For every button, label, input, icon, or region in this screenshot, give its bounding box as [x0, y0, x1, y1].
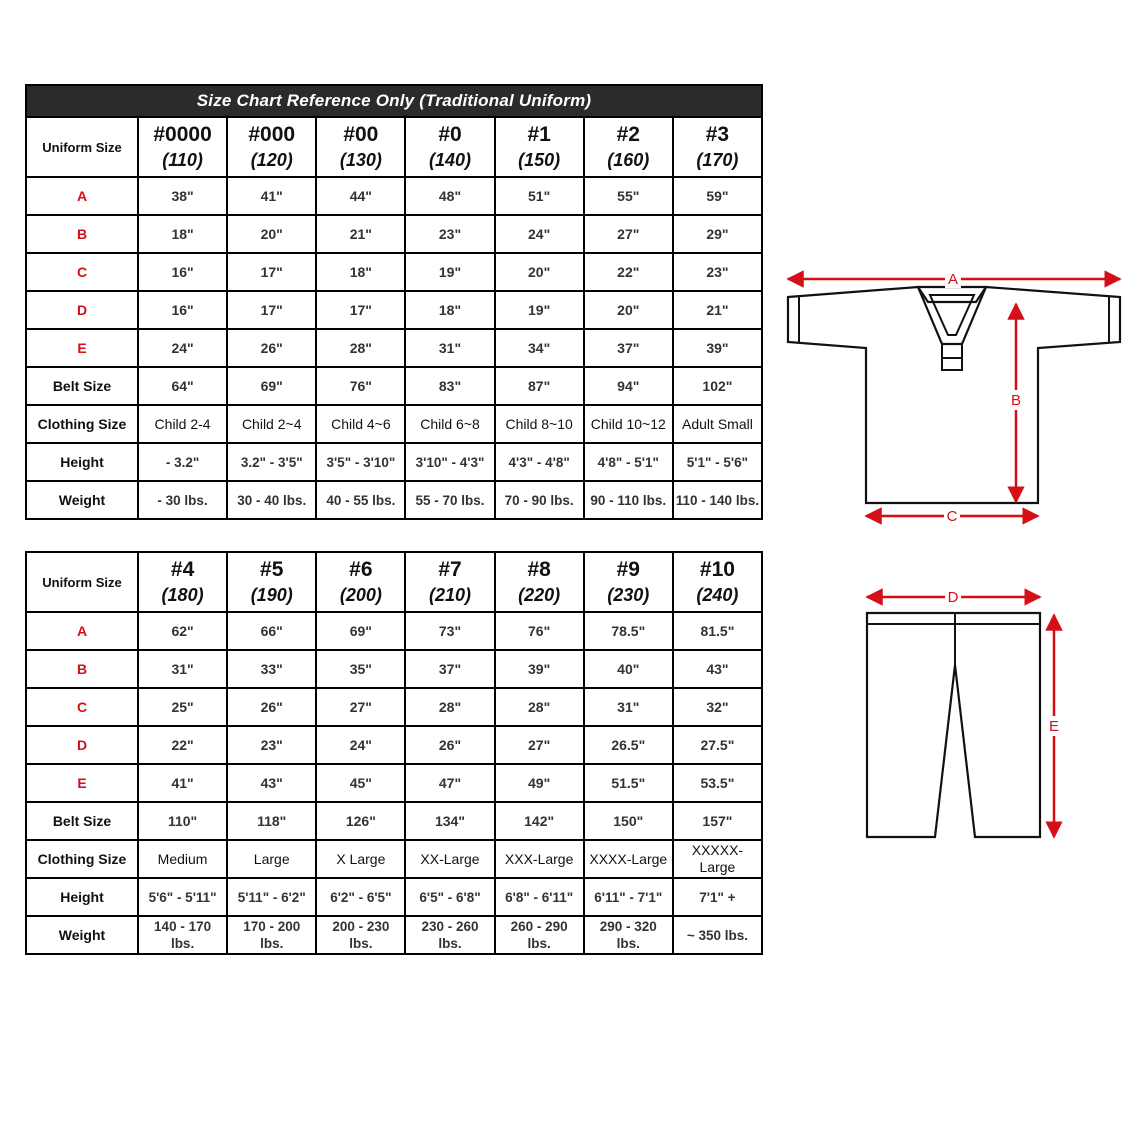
row-label-c: C: [26, 253, 138, 291]
cell-b: 21": [316, 215, 405, 253]
size-header: [405, 552, 494, 612]
cell-e: 37": [584, 329, 673, 367]
cell-belt: 118": [227, 802, 316, 840]
cell-belt: 157": [673, 802, 762, 840]
cell-b: 20": [227, 215, 316, 253]
cell-e: 51.5": [584, 764, 673, 802]
cell-height: 4'8" - 5'1": [584, 443, 673, 481]
cell-d: 26.5": [584, 726, 673, 764]
dimension-c-arrow: [866, 507, 1038, 525]
row-label-uniform-size: Uniform Size: [26, 552, 138, 612]
cell-clothing: XXX-Large: [495, 840, 584, 878]
cell-e: 26": [227, 329, 316, 367]
row-label-weight: Weight: [26, 481, 138, 519]
cell-e: 31": [405, 329, 494, 367]
dimension-b-arrow: [1008, 304, 1024, 502]
pants-outline: [867, 613, 1040, 837]
cell-belt: 110": [138, 802, 227, 840]
row-label-a: A: [26, 612, 138, 650]
cell-e: 45": [316, 764, 405, 802]
dimension-d-arrow: [867, 588, 1040, 606]
table-title: Size Chart Reference Only (Traditional Uniform): [26, 85, 762, 117]
cell-d: 18": [405, 291, 494, 329]
cell-c: 20": [495, 253, 584, 291]
cell-height: 5'1" - 5'6": [673, 443, 762, 481]
cell-height: 6'2" - 6'5": [316, 878, 405, 916]
size-header: [405, 117, 494, 177]
row-label-e: E: [26, 764, 138, 802]
size-cm: (200): [339, 585, 382, 605]
size-header: [227, 552, 316, 612]
row-label-b: B: [26, 215, 138, 253]
row-label-a: A: [26, 177, 138, 215]
cell-c: 23": [673, 253, 762, 291]
cell-height: 5'11" - 6'2": [227, 878, 316, 916]
row-clothing-size: [26, 840, 762, 878]
size-header: [316, 552, 405, 612]
size-number: #3: [705, 123, 730, 146]
cell-b: 37": [405, 650, 494, 688]
cell-c: 18": [316, 253, 405, 291]
size-chart-table-2: [25, 551, 763, 955]
size-cm: (130): [339, 150, 382, 170]
cell-d: 22": [138, 726, 227, 764]
jacket-diagram: [780, 262, 1125, 527]
cell-weight: 90 - 110 lbs.: [584, 481, 673, 519]
row-c: [26, 253, 762, 291]
cell-weight: ~ 350 lbs.: [673, 916, 762, 954]
cell-e: 41": [138, 764, 227, 802]
cell-c: 26": [227, 688, 316, 726]
size-cm: (150): [518, 150, 561, 170]
dimension-label-b: B: [1010, 392, 1022, 409]
cell-c: 28": [405, 688, 494, 726]
cell-b: 33": [227, 650, 316, 688]
cell-height: 4'3" - 4'8": [495, 443, 584, 481]
row-label-e: E: [26, 329, 138, 367]
size-number: #4: [170, 558, 195, 581]
dimension-label-a: A: [947, 271, 959, 288]
cell-belt: 150": [584, 802, 673, 840]
cell-e: 34": [495, 329, 584, 367]
size-header: [495, 117, 584, 177]
size-number: #6: [349, 558, 373, 581]
cell-height: 3.2" - 3'5": [227, 443, 316, 481]
size-header: [584, 552, 673, 612]
size-header: [673, 552, 762, 612]
cell-belt: 76": [316, 367, 405, 405]
cell-height: 3'5" - 3'10": [316, 443, 405, 481]
size-header: [495, 552, 584, 612]
dimension-a-arrow: [788, 270, 1120, 288]
row-label-d: D: [26, 726, 138, 764]
cell-e: 53.5": [673, 764, 762, 802]
size-cm: (230): [607, 585, 650, 605]
cell-clothing: XXXXX-Large: [673, 840, 762, 878]
cell-weight: 260 - 290 lbs.: [495, 916, 584, 954]
size-cm: (220): [518, 585, 561, 605]
cell-a: 69": [316, 612, 405, 650]
size-number: #7: [438, 558, 462, 581]
size-cm: (190): [250, 585, 293, 605]
cell-clothing: XXXX-Large: [584, 840, 673, 878]
row-e: [26, 329, 762, 367]
cell-e: 43": [227, 764, 316, 802]
row-a: [26, 177, 762, 215]
row-belt-size: [26, 802, 762, 840]
cell-e: 49": [495, 764, 584, 802]
cell-clothing: Large: [227, 840, 316, 878]
row-belt-size: [26, 367, 762, 405]
cell-weight: 140 - 170 lbs.: [138, 916, 227, 954]
row-height: [26, 443, 762, 481]
cell-weight: 200 - 230 lbs.: [316, 916, 405, 954]
cell-clothing: X Large: [316, 840, 405, 878]
cell-weight: 70 - 90 lbs.: [495, 481, 584, 519]
cell-b: 27": [584, 215, 673, 253]
cell-d: 26": [405, 726, 494, 764]
cell-c: 28": [495, 688, 584, 726]
cell-height: 6'8" - 6'11": [495, 878, 584, 916]
dimension-e-arrow: [1046, 615, 1062, 837]
row-weight: [26, 916, 762, 954]
size-number: #10: [699, 558, 735, 581]
cell-weight: 40 - 55 lbs.: [316, 481, 405, 519]
cell-c: 22": [584, 253, 673, 291]
cell-belt: 142": [495, 802, 584, 840]
row-weight: [26, 481, 762, 519]
cell-b: 31": [138, 650, 227, 688]
row-clothing-size: [26, 405, 762, 443]
cell-belt: 94": [584, 367, 673, 405]
row-label-weight: Weight: [26, 916, 138, 954]
cell-a: 55": [584, 177, 673, 215]
cell-a: 48": [405, 177, 494, 215]
cell-b: 43": [673, 650, 762, 688]
cell-b: 39": [495, 650, 584, 688]
size-header: [316, 117, 405, 177]
size-header: [138, 552, 227, 612]
cell-c: 16": [138, 253, 227, 291]
cell-height: 3'10" - 4'3": [405, 443, 494, 481]
cell-c: 19": [405, 253, 494, 291]
cell-weight: 30 - 40 lbs.: [227, 481, 316, 519]
row-d: [26, 726, 762, 764]
cell-b: 24": [495, 215, 584, 253]
size-number: #00: [343, 123, 379, 146]
cell-clothing: Child 8~10: [495, 405, 584, 443]
cell-b: 29": [673, 215, 762, 253]
row-label-clothing-size: Clothing Size: [26, 405, 138, 443]
cell-d: 27.5": [673, 726, 762, 764]
size-cm: (140): [428, 150, 471, 170]
cell-belt: 64": [138, 367, 227, 405]
row-c: [26, 688, 762, 726]
dimension-label-c: C: [946, 508, 958, 525]
cell-e: 24": [138, 329, 227, 367]
cell-clothing: Child 2~4: [227, 405, 316, 443]
cell-a: 76": [495, 612, 584, 650]
cell-d: 23": [227, 726, 316, 764]
cell-e: 47": [405, 764, 494, 802]
cell-weight: 170 - 200 lbs.: [227, 916, 316, 954]
cell-clothing: Adult Small: [673, 405, 762, 443]
row-label-belt-size: Belt Size: [26, 802, 138, 840]
cell-clothing: Child 2-4: [138, 405, 227, 443]
size-number: #9: [616, 558, 640, 581]
cell-d: 20": [584, 291, 673, 329]
cell-a: 38": [138, 177, 227, 215]
size-number: #1: [527, 123, 551, 146]
size-number: #000: [248, 123, 296, 146]
size-header: [584, 117, 673, 177]
cell-d: 27": [495, 726, 584, 764]
cell-belt: 69": [227, 367, 316, 405]
cell-a: 73": [405, 612, 494, 650]
cell-b: 23": [405, 215, 494, 253]
table-title-row: [26, 85, 762, 117]
cell-c: 17": [227, 253, 316, 291]
cell-a: 78.5": [584, 612, 673, 650]
cell-b: 40": [584, 650, 673, 688]
cell-belt: 126": [316, 802, 405, 840]
size-cm: (180): [161, 585, 204, 605]
row-label-clothing-size: Clothing Size: [26, 840, 138, 878]
cell-weight: 230 - 260 lbs.: [405, 916, 494, 954]
cell-height: 5'6" - 5'11": [138, 878, 227, 916]
uniform-size-row: [26, 552, 762, 612]
size-cm: (110): [162, 150, 203, 170]
cell-height: - 3.2": [138, 443, 227, 481]
row-label-d: D: [26, 291, 138, 329]
cell-a: 81.5": [673, 612, 762, 650]
dimension-label-e: E: [1048, 718, 1060, 735]
size-cm: (120): [250, 150, 293, 170]
cell-belt: 134": [405, 802, 494, 840]
cell-clothing: Child 4~6: [316, 405, 405, 443]
size-cm: (160): [607, 150, 650, 170]
cell-d: 16": [138, 291, 227, 329]
cell-belt: 102": [673, 367, 762, 405]
uniform-size-row: [26, 117, 762, 177]
dimension-label-d: D: [947, 589, 959, 606]
row-label-height: Height: [26, 443, 138, 481]
cell-height: 6'5" - 6'8": [405, 878, 494, 916]
size-header: [138, 117, 227, 177]
cell-weight: - 30 lbs.: [138, 481, 227, 519]
cell-c: 25": [138, 688, 227, 726]
row-label-c: C: [26, 688, 138, 726]
size-number: #5: [260, 558, 284, 581]
cell-weight: 55 - 70 lbs.: [405, 481, 494, 519]
cell-d: 21": [673, 291, 762, 329]
row-e: [26, 764, 762, 802]
cell-d: 19": [495, 291, 584, 329]
row-d: [26, 291, 762, 329]
row-b: [26, 650, 762, 688]
cell-belt: 83": [405, 367, 494, 405]
size-number: #8: [527, 558, 551, 581]
size-number: #0: [438, 123, 462, 146]
cell-b: 35": [316, 650, 405, 688]
cell-d: 17": [316, 291, 405, 329]
size-header: [227, 117, 316, 177]
cell-clothing: Child 6~8: [405, 405, 494, 443]
cell-c: 31": [584, 688, 673, 726]
cell-a: 51": [495, 177, 584, 215]
size-chart-table-1: [25, 84, 763, 520]
cell-belt: 87": [495, 367, 584, 405]
row-label-belt-size: Belt Size: [26, 367, 138, 405]
pants-diagram: [860, 585, 1070, 845]
cell-clothing: Medium: [138, 840, 227, 878]
row-label-uniform-size: Uniform Size: [26, 117, 138, 177]
cell-a: 44": [316, 177, 405, 215]
cell-a: 66": [227, 612, 316, 650]
cell-a: 41": [227, 177, 316, 215]
cell-b: 18": [138, 215, 227, 253]
cell-e: 28": [316, 329, 405, 367]
cell-weight: 110 - 140 lbs.: [673, 481, 762, 519]
cell-clothing: Child 10~12: [584, 405, 673, 443]
cell-a: 59": [673, 177, 762, 215]
row-label-b: B: [26, 650, 138, 688]
cell-d: 24": [316, 726, 405, 764]
row-height: [26, 878, 762, 916]
cell-c: 32": [673, 688, 762, 726]
cell-height: 7'1" +: [673, 878, 762, 916]
size-header: [673, 117, 762, 177]
cell-weight: 290 - 320 lbs.: [584, 916, 673, 954]
size-cm: (170): [696, 150, 739, 170]
row-b: [26, 215, 762, 253]
size-cm: (210): [428, 585, 471, 605]
row-label-height: Height: [26, 878, 138, 916]
size-number: #0000: [153, 123, 212, 146]
cell-d: 17": [227, 291, 316, 329]
cell-clothing: XX-Large: [405, 840, 494, 878]
cell-e: 39": [673, 329, 762, 367]
jacket-outline: [788, 287, 1120, 503]
cell-c: 27": [316, 688, 405, 726]
cell-a: 62": [138, 612, 227, 650]
size-cm: (240): [696, 585, 739, 605]
cell-height: 6'11" - 7'1": [584, 878, 673, 916]
row-a: [26, 612, 762, 650]
size-number: #2: [616, 123, 640, 146]
